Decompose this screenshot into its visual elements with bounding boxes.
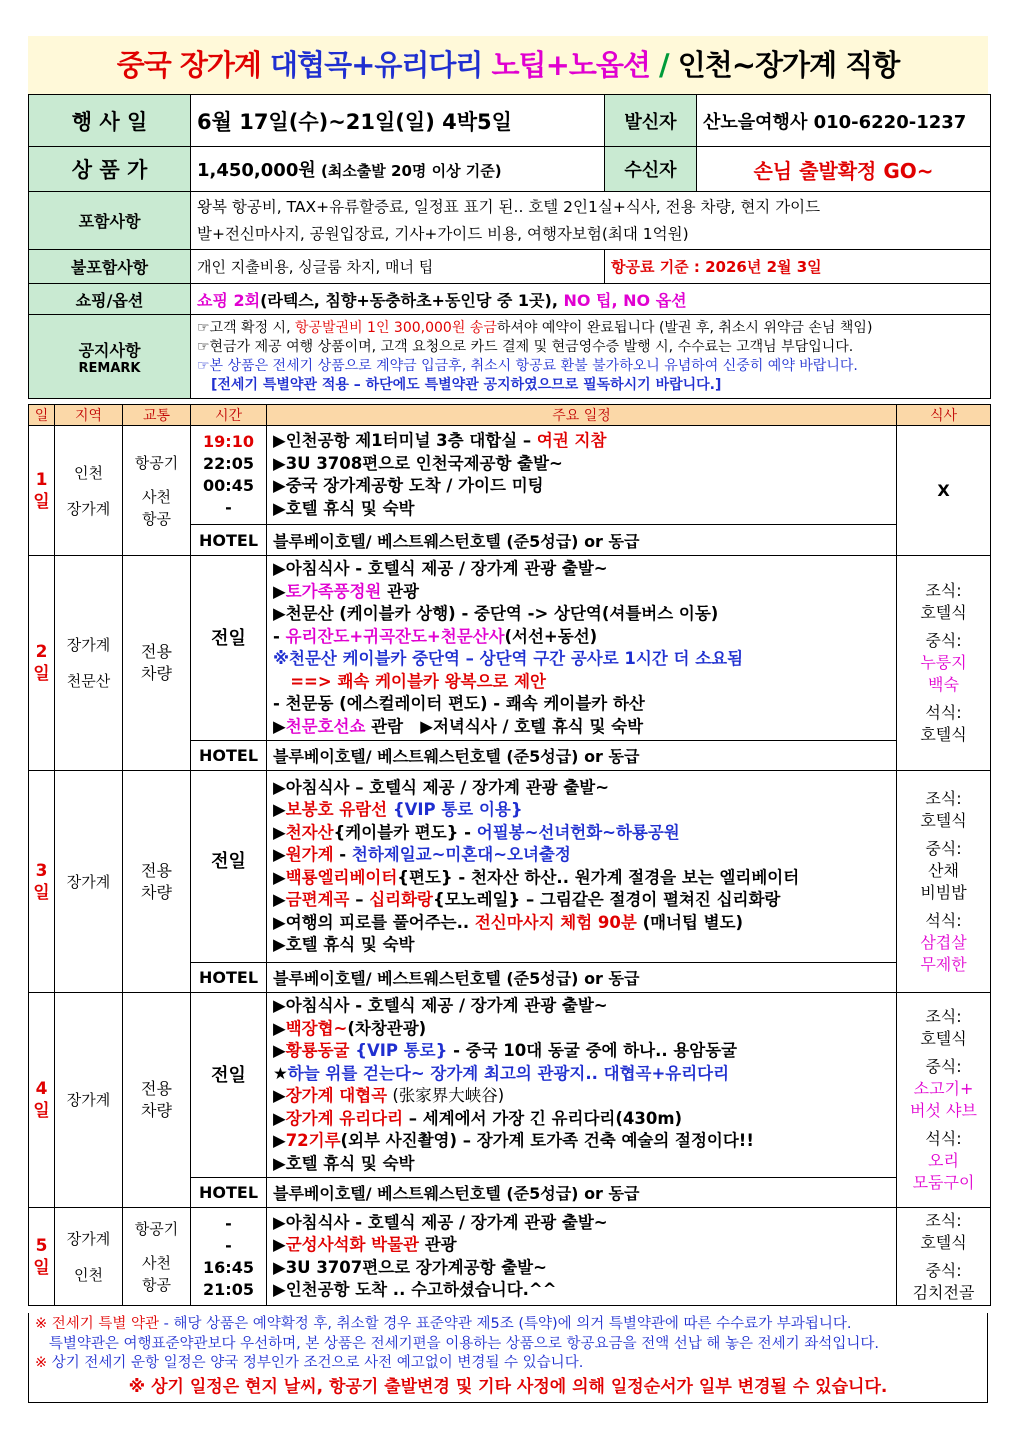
- schedule-line: ▶호텔 휴식 및 숙박: [273, 498, 415, 518]
- schedule-line: ▶장가계 대협곡 (张家界大峡谷): [273, 1086, 505, 1105]
- hotel-label: HOTEL: [191, 1178, 267, 1208]
- day-schedule: [267, 556, 897, 741]
- notice-item: [전세기 특별약관 적용 – 하단에도 특별약관 공지하였으므로 필독하시기 바랍니다.]: [211, 376, 722, 393]
- day-meals: X: [897, 426, 991, 556]
- day-number: 5 일: [29, 1208, 55, 1306]
- schedule-line: ▶호텔 휴식 및 숙박: [273, 1153, 415, 1173]
- info-table: [28, 94, 991, 399]
- hotel-name: 블루베이호텔/ 베스트웨스턴호텔 (준5성급) or 동급: [267, 963, 897, 993]
- day-times: - - 16:45 21:05: [191, 1208, 267, 1306]
- schedule-line: ==> 쾌속 케이블카 왕복으로 제안: [273, 671, 546, 691]
- include-line: 발+전신마사지, 공원입장료, 기사+가이드 비용, 여행자보험(최대 1억원): [197, 224, 689, 243]
- schedule-line: ▶아침식사 - 호텔식 제공 / 장가계 관광 출발~: [273, 1212, 608, 1232]
- schedule-line: ★하늘 위를 걷는다~ 장가계 최고의 관광지.. 대협곡+유리다리: [273, 1063, 730, 1083]
- schedule-line: ▶천문산 (케이블카 상행) - 중단역 -> 상단역(셔틀버스 이동): [273, 604, 719, 623]
- day-time: 전일: [191, 993, 267, 1178]
- itinerary-table: [28, 404, 991, 1306]
- day-transport: 전용 차량: [123, 993, 191, 1208]
- day-meals: 조식: 호텔식 중식: 소고기+ 버섯 샤브 석식: 오리 모둠구이: [897, 993, 991, 1208]
- include-line: 왕복 항공비, TAX+유류할증료, 일정표 표기 된.. 호텔 2인1실+식사, 전용 차량, 현지 가이드: [197, 197, 821, 216]
- schedule-line: ▶황룡동굴 {VIP 통로} - 중국 10대 동굴 중에 하나.. 용암동굴: [273, 1041, 738, 1060]
- hotel-label: HOTEL: [191, 525, 267, 556]
- day-region: 인천 장가계: [55, 426, 123, 556]
- price-label: 상 품 가: [29, 147, 191, 192]
- schedule-line: - 천문동 (에스컬레이터 편도) - 쾌속 케이블카 하산: [273, 694, 645, 713]
- schedule-line: ▶3U 3707편으로 장가계공항 출발~: [273, 1257, 547, 1277]
- day-schedule: [267, 1208, 897, 1306]
- date-label: 행 사 일: [29, 95, 191, 147]
- schedule-line: ▶천자산{케이블카 편도} - 어필봉~선녀헌화~하룡공원: [273, 822, 680, 842]
- schedule-line: ▶72기루(외부 사진촬영) – 장가계 토가족 건축 예술의 절정이다!!: [273, 1131, 754, 1150]
- header-day: 일: [29, 405, 55, 426]
- footer-line: ※ 전세기 특별 약관 - 해당 상품은 예약확정 후, 취소할 경우 표준약관 제5조 (특약)에 의거 특별약관에 따른 수수료가 부과됩니다.: [35, 1316, 852, 1332]
- receiver-label: 수신자: [605, 147, 697, 192]
- footer-line: 특별약관은 여행표준약관보다 우선하며, 본 상품은 전세기편을 이용하는 상품으로 항공요금을 전액 선납 해 놓은 전세기 좌석입니다.: [35, 1335, 879, 1352]
- schedule-line: ▶백룡엘리베이터{편도} - 천자산 하산.. 원가계 절경을 보는 엘리베이터: [273, 867, 800, 887]
- schedule-line: ▶천문호선쇼 관람 ▶저녁식사 / 호텔 휴식 및 숙박: [273, 716, 644, 736]
- footer-warning: ※ 상기 일정은 현지 날씨, 항공기 출발변경 및 기타 사정에 의해 일정순서가 일부 변경될 수 있습니다.: [128, 1376, 888, 1397]
- price-value: 1,450,000원: [197, 160, 316, 181]
- schedule-line: ▶보봉호 유람선 {VIP 통로 이용}: [273, 800, 523, 819]
- day-transport: 전용 차량: [123, 771, 191, 993]
- airfare-basis: 항공료 기준 : 2026년 2월 3일: [605, 250, 991, 284]
- day-meals: 조식: 호텔식 중식: 산채 비빔밥 석식: 삼겹살 무제한: [897, 771, 991, 993]
- schedule-line: ▶여행의 피로를 풀어주는.. 전신마사지 체험 90분 (매너팁 별도): [273, 912, 744, 932]
- sender-value: 산노을여행사 010-6220-1237: [697, 95, 991, 147]
- schedule-line: ▶군성사석화 박물관 관광: [273, 1235, 457, 1254]
- day-region: 장가계: [55, 993, 123, 1208]
- header-region: 지역: [55, 405, 123, 426]
- day-transport: 항공기 사천 항공: [123, 1208, 191, 1306]
- include-label: 포함사항: [29, 192, 191, 250]
- hotel-name: 블루베이호텔/ 베스트웨스턴호텔 (준5성급) or 동급: [267, 1178, 897, 1208]
- day-time: 전일: [191, 556, 267, 741]
- day-number: 4 일: [29, 993, 55, 1208]
- day-times: 19:10 22:05 00:45 -: [191, 426, 267, 525]
- day-number: 3 일: [29, 771, 55, 993]
- footer-line: ※ 상기 전세기 운항 일정은 양국 정부인가 조건으로 사전 예고없이 변경될 수 있습니다.: [35, 1355, 584, 1371]
- schedule-line: ▶아침식사 – 호텔식 제공 / 장가계 관광 출발~: [273, 777, 610, 797]
- hotel-label: HOTEL: [191, 963, 267, 993]
- sender-label: 발신자: [605, 95, 697, 147]
- schedule-line: ▶호텔 휴식 및 숙박: [273, 935, 415, 954]
- shop-value: 쇼핑 2회(라텍스, 침향+동충하초+동인당 중 1곳), NO 팁, NO 옵션: [191, 284, 991, 315]
- day-number: 1 일: [29, 426, 55, 556]
- notice-item: ☞본 상품은 전세기 상품으로 계약금 입금후, 취소시 항공료 환불 불가하오니 유념하여 신중히 예약 바랍니다.: [197, 357, 858, 374]
- hotel-label: HOTEL: [191, 741, 267, 771]
- day-schedule: [267, 426, 897, 525]
- day-transport: 전용 차량: [123, 556, 191, 771]
- hotel-name: 블루베이호텔/ 베스트웨스턴호텔 (준5성급) or 동급: [267, 741, 897, 771]
- include-value: [191, 192, 991, 250]
- shop-label: 쇼핑/옵션: [29, 284, 191, 315]
- notice-item: ☞현금가 제공 여행 상품이며, 고객 요청으로 카드 결제 및 현금영수증 발행 시, 수수료는 고객님 부담입니다.: [197, 338, 854, 355]
- day-schedule: [267, 771, 897, 963]
- price-cell: [191, 147, 605, 192]
- header-time: 시간: [191, 405, 267, 426]
- exclude-label: 불포함사항: [29, 250, 191, 284]
- schedule-line: ▶3U 3708편으로 인천국제공항 출발~: [273, 453, 563, 473]
- receiver-value: 손님 출발확정 GO~: [697, 147, 991, 192]
- day-region: 장가계 인천: [55, 1208, 123, 1306]
- date-value: 6월 17일(수)~21일(일) 4박5일: [191, 95, 605, 147]
- notice-label: 공지사항 REMARK: [29, 315, 191, 399]
- day-time: 전일: [191, 771, 267, 963]
- day-meals: 조식: 호텔식 중식: 누룽지 백숙 석식: 호텔식: [897, 556, 991, 771]
- schedule-line: ▶인천공항 제1터미널 3층 대합실 – 여권 지참: [273, 431, 607, 450]
- schedule-line: ▶토가족풍정원 관광: [273, 581, 419, 601]
- day-number: 2 일: [29, 556, 55, 771]
- day-transport: 항공기 사천 항공: [123, 426, 191, 556]
- schedule-line: ▶아침식사 - 호텔식 제공 / 장가계 관광 출발~: [273, 996, 608, 1015]
- schedule-line: ▶중국 장가계공항 도착 / 가이드 미팅: [273, 476, 544, 495]
- notice-item: ☞고객 확정 시, 항공발권비 1인 300,000원 송금하셔야 예약이 완료됩니다 (발권 후, 취소시 위약금 손님 책임): [197, 319, 873, 336]
- schedule-line: ※천문산 케이블카 중단역 – 상단역 구간 공사로 1시간 더 소요됨: [273, 649, 744, 668]
- header-meal: 식사: [897, 405, 991, 426]
- price-note: (최소출발 20명 이상 기준): [315, 162, 502, 180]
- day-meals: 조식: 호텔식 중식: 김치전골: [897, 1208, 991, 1306]
- header-schedule: 주요 일정: [267, 405, 897, 426]
- schedule-line: ▶백장협~(차창관광): [273, 1018, 427, 1038]
- day-schedule: [267, 993, 897, 1178]
- page-title: 중국 장가계 대협곡+유리다리 노팁+노옵션 / 인천~장가계 직항: [28, 36, 988, 94]
- day-region: 장가계 천문산: [55, 556, 123, 771]
- header-transport: 교통: [123, 405, 191, 426]
- exclude-value: 개인 지출비용, 싱글룸 차지, 매너 팁: [191, 250, 605, 284]
- schedule-line: ▶원가계 - 천하제일교~미혼대~오녀출정: [273, 845, 571, 864]
- schedule-line: ▶금편계곡 – 십리화랑{모노레일} – 그림같은 절경이 펼쳐진 십리화랑: [273, 890, 781, 909]
- schedule-line: - 유리잔도+귀곡잔도+천문산사(서선+동선): [273, 626, 598, 646]
- schedule-line: ▶장가계 유리다리 – 세계에서 가장 긴 유리다리(430m): [273, 1108, 683, 1128]
- day-region: 장가계: [55, 771, 123, 993]
- footer-notes: [28, 1313, 988, 1403]
- schedule-line: ▶인천공항 도착 .. 수고하셨습니다.^^: [273, 1280, 557, 1299]
- schedule-line: ▶아침식사 - 호텔식 제공 / 장가계 관광 출발~: [273, 559, 608, 578]
- hotel-name: 블루베이호텔/ 베스트웨스턴호텔 (준5성급) or 동급: [267, 525, 897, 556]
- notice-list: [191, 315, 991, 399]
